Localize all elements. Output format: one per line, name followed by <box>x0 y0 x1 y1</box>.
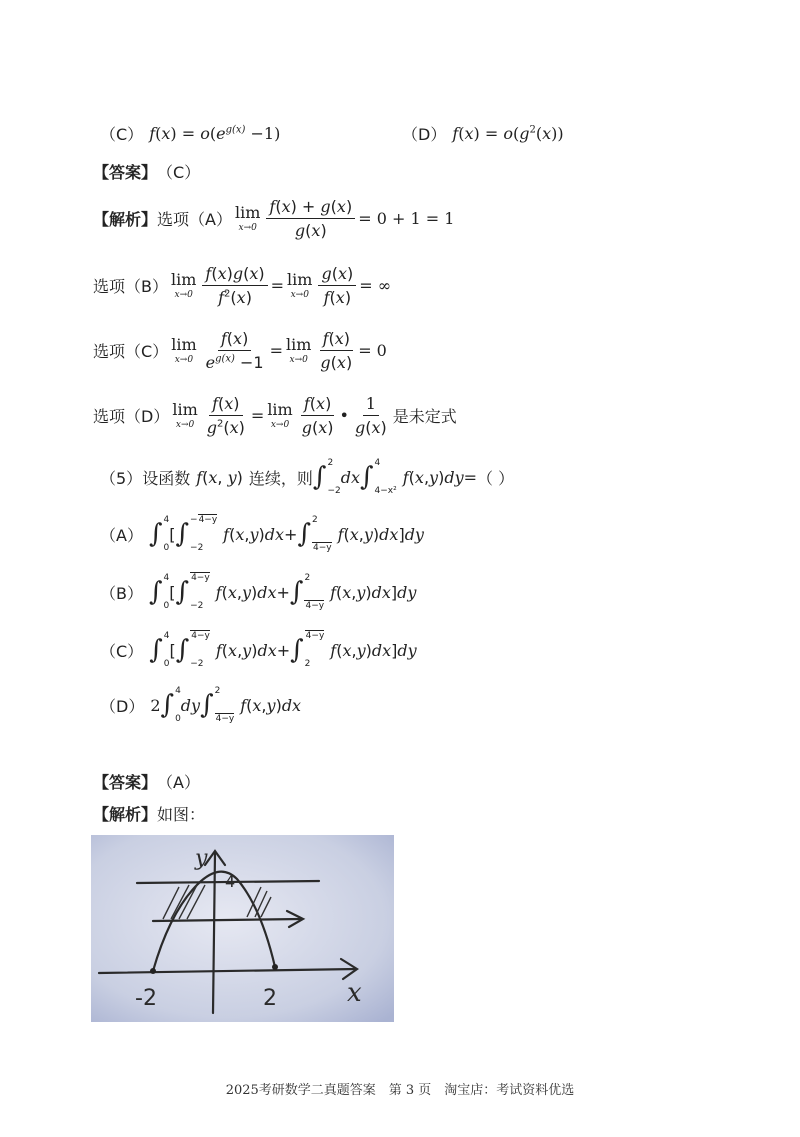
answer-1 <box>93 160 200 183</box>
answer-1-label: 【答案】 <box>93 163 158 182</box>
point-right <box>272 964 278 970</box>
frac-d1: $\frac{f(x)}{g^2(x)}$ <box>206 394 245 437</box>
lim-d2: lim x→0 <box>267 399 293 430</box>
choice-d-label: （D） <box>100 696 145 716</box>
answer-2-value: （A） <box>157 773 200 792</box>
prev-option-c-label: （C） <box>100 125 144 144</box>
analysis-2-label: 【解析】 <box>93 805 158 824</box>
analysis-label: 【解析】 <box>93 210 158 229</box>
choice-b-label: （B） <box>100 583 143 603</box>
choice-a: （A） ∫ 4 0 [ ∫ −4−y −2 f ( x , y ) dx + ∫ 2 4−y f ( x , y ) dx ] dy <box>100 515 424 553</box>
inner-integral: ∫ 4 4−x² <box>359 458 397 496</box>
frac-d2: $\frac{f(x)}{g(x)}$ <box>301 394 334 437</box>
result-a: = 0 + 1 = 1 <box>358 209 455 228</box>
analysis-option-d: 选项 （D） lim x→0 $\frac{f(x)}{g^2(x)}$ = lim x→0 $\frac{f(x)}{g(x)}$ • $\frac{1}{g(x)}$ 是未定式 <box>93 394 457 437</box>
option-c-tag: （C） <box>125 342 169 361</box>
point-left <box>150 968 156 974</box>
analysis-option-a <box>93 197 454 240</box>
option-a-tag: （A） <box>189 210 232 229</box>
question-5-lead: 设函数 <box>142 468 191 488</box>
prev-option-d-label: （D） <box>402 125 447 144</box>
lim-c2: lim x→0 <box>286 334 312 365</box>
analysis-2-text: 如图： <box>157 805 206 824</box>
result-c: = 0 <box>358 341 387 360</box>
prev-options <box>100 122 280 145</box>
frac-b2: $\frac{g(x)}{f(x)}$ <box>318 264 356 307</box>
frac-a: $\frac{f(x) + g(x)}{g(x)}$ <box>266 197 355 240</box>
frac-b1: $\frac{f(x)g(x)}{f^2(x)}$ <box>202 264 267 307</box>
outer-integral: ∫ 2 −2 <box>312 458 341 496</box>
option-word-a: 选项 <box>157 210 190 229</box>
lim-b: lim x→0 <box>171 269 197 300</box>
frac-c1: $\frac{f(x)}{e^{g(x)} -1}$ <box>205 329 264 372</box>
prev-option-c-formula: $f(x) = o(e^{g(x)} -1)$ <box>149 124 281 143</box>
option-d-tag: （D） <box>125 407 170 426</box>
prev-option-d-formula: $f(x) = o(g^2(x))$ <box>452 124 564 143</box>
answer-2-label: 【答案】 <box>93 773 158 792</box>
lim-d: lim x→0 <box>172 399 198 430</box>
result-b: = ∞ <box>359 276 392 295</box>
analysis-2 <box>93 802 205 825</box>
label-y: y <box>195 846 208 871</box>
option-word-d: 选项 <box>93 407 126 426</box>
page-footer: 2025考研数学二真题答案 第 3 页 淘宝店：考试资料优选 <box>225 1083 575 1098</box>
analysis-option-c: 选项 （C） lim x→0 $\frac{f(x)}{e^{g(x)} -1}$ = lim x→0 $\frac{f(x)}{g(x)}$ = 0 <box>93 329 387 372</box>
lim-a: lim x→0 <box>234 202 261 233</box>
question-5-blank: （ ） <box>477 468 515 488</box>
answer-1-value: （C） <box>157 163 201 182</box>
frac-c2: $\frac{f(x)}{g(x)}$ <box>320 329 353 372</box>
question-5: （5） 设函数 f(x, y) 连续，则 ∫ 2 −2 dx ∫ 4 4−x² f ( x , y ) dy = （ ） <box>100 458 515 496</box>
choice-b: （B） ∫ 4 0 [ ∫ 4−y −2 f ( x , y ) dx + ∫ 2 4−y f ( x , y ) dx ] dy <box>100 573 417 611</box>
question-5-func: f(x, y) <box>196 467 243 487</box>
choice-d: （D） 2 ∫ 4 0 dy ∫ 2 4−y f ( x , y ) dx <box>100 686 302 724</box>
label-x: x <box>347 978 362 1008</box>
analysis-option-b: 选项 （B） lim x→0 $\frac{f(x)g(x)}{f^2(x)}$ = lim x→0 $\frac{g(x)}{f(x)}$ = ∞ <box>93 264 392 307</box>
option-word-b: 选项 <box>93 277 126 296</box>
question-5-number: （5） <box>100 468 143 488</box>
sketch-photo <box>91 835 394 1022</box>
choice-c-label: （C） <box>100 641 144 661</box>
undetermined-text: 是未定式 <box>392 407 457 426</box>
prev-option-d <box>402 122 564 145</box>
frac-d3: $\frac{1}{g(x)}$ <box>354 394 387 437</box>
label-minus2: -2 <box>135 986 157 1011</box>
label-2: 2 <box>263 986 277 1011</box>
option-word-c: 选项 <box>93 342 126 361</box>
label-4: 4 <box>225 872 236 891</box>
option-b-tag: （B） <box>125 277 168 296</box>
lim-c: lim x→0 <box>171 334 197 365</box>
choice-a-label: （A） <box>100 525 143 545</box>
choice-c: （C） ∫ 4 0 [ ∫ 4−y −2 f ( x , y ) dx + ∫ 4−y 2 f ( x , y ) dx ] dy <box>100 631 417 669</box>
answer-2 <box>93 770 200 793</box>
question-5-continuous: 连续，则 <box>248 468 313 488</box>
lim-b2: lim x→0 <box>287 269 313 300</box>
